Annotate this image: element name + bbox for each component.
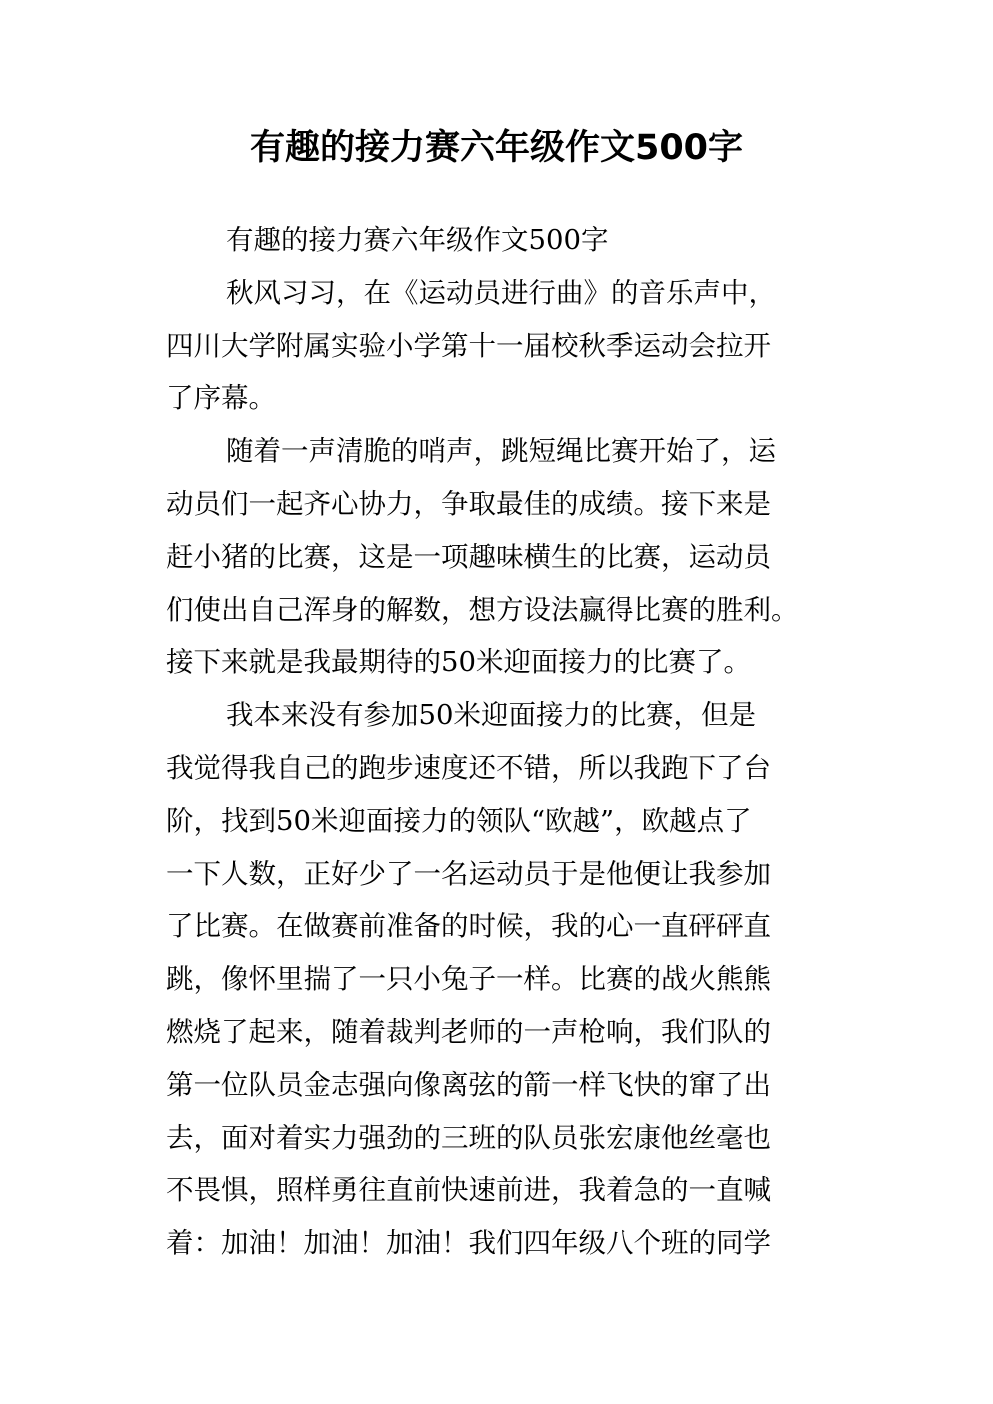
- body-line: 随着一声清脆的哨声，跳短绳比赛开始了，运: [226, 435, 776, 468]
- document-body: [166, 214, 846, 1270]
- body-line: 第一位队员金志强向像离弦的箭一样飞快的窜了出: [166, 1068, 771, 1101]
- body-line: 跳，像怀里揣了一只小兔子一样。比赛的战火熊熊: [166, 963, 771, 996]
- body-line: 阶，找到50米迎面接力的领队“欧越”，欧越点了: [166, 804, 752, 837]
- body-line: 了序幕。: [166, 382, 276, 415]
- body-line: 燃烧了起来，随着裁判老师的一声枪响，我们队的: [166, 1015, 771, 1048]
- body-line: 秋风习习，在《运动员进行曲》的音乐声中，: [226, 276, 776, 309]
- body-line: 去，面对着实力强劲的三班的队员张宏康他丝毫也: [166, 1121, 771, 1154]
- document-title: 有趣的接力赛六年级作文500字: [249, 128, 744, 168]
- body-line: 赶小猪的比赛，这是一项趣味横生的比赛，运动员: [166, 540, 771, 573]
- body-line: 不畏惧，照样勇往直前快速前进，我着急的一直喊: [166, 1174, 771, 1207]
- body-line: 我觉得我自己的跑步速度还不错，所以我跑下了台: [166, 751, 771, 784]
- body-line: 一下人数，正好少了一名运动员于是他便让我参加: [166, 857, 771, 890]
- body-line: 四川大学附属实验小学第十一届校秋季运动会拉开: [166, 329, 771, 362]
- body-line: 我本来没有参加50米迎面接力的比赛，但是: [226, 699, 756, 732]
- body-line: 着：加油！加油！加油！我们四年级八个班的同学: [166, 1227, 771, 1260]
- body-line: 了比赛。在做赛前准备的时候，我的心一直砰砰直: [166, 910, 771, 943]
- body-line: 接下来就是我最期待的50米迎面接力的比赛了。: [166, 646, 751, 679]
- body-line: 动员们一起齐心协力，争取最佳的成绩。接下来是: [166, 487, 771, 520]
- body-line: 们使出自己浑身的解数，想方设法赢得比赛的胜利。: [166, 593, 799, 626]
- body-line: 有趣的接力赛六年级作文500字: [226, 224, 609, 256]
